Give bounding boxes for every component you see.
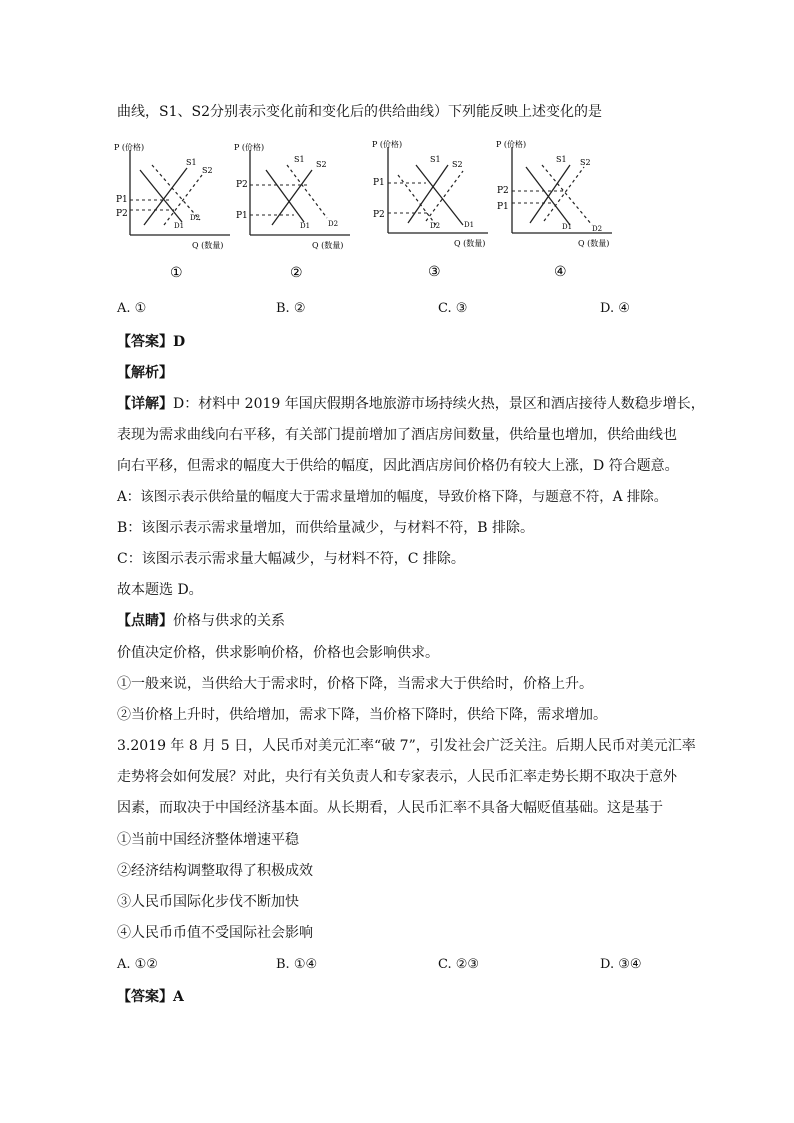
p2-label: P2: [373, 210, 385, 220]
p2-label: P2: [116, 209, 128, 219]
q3-answer-label: 【答案】A: [117, 989, 184, 1005]
p2-label: P2: [236, 180, 248, 190]
d1-label: D1: [174, 222, 185, 230]
option-a[interactable]: A. ①: [117, 301, 147, 316]
detail-tag: 【详解】: [117, 396, 173, 412]
s2-label: S2: [580, 158, 591, 167]
s1-label: S1: [430, 155, 441, 164]
d2-label: D2: [328, 220, 339, 228]
s1-label: S1: [186, 158, 197, 167]
y-axis-label: P (价格): [114, 143, 145, 152]
p1-label: P1: [373, 178, 385, 188]
x-axis-label: Q (数量): [454, 239, 486, 248]
detail-text: D：材料中 2019 年国庆假期各地旅游市场持续火热，景区和酒店接待人数稳步增长，: [173, 396, 705, 412]
option-b[interactable]: B. ②: [276, 301, 306, 316]
y-axis-label: P (价格): [372, 140, 403, 149]
s2-label: S2: [316, 160, 327, 169]
y-axis-label: P (价格): [234, 143, 265, 152]
graph-3-svg: [368, 135, 498, 285]
option-d[interactable]: D. ④: [600, 301, 630, 316]
supply-demand-figure-3: [368, 135, 498, 285]
x-axis-label: Q (数量): [192, 241, 224, 250]
tip-tag: 【点睛】: [117, 613, 173, 629]
d1-label: D1: [464, 221, 475, 229]
d2-label: D2: [592, 225, 603, 233]
q3-option-c[interactable]: C. ②③: [438, 957, 480, 972]
option-c[interactable]: C. ③: [438, 301, 468, 316]
p1-label: P1: [116, 195, 128, 205]
y-axis-label: P (价格): [496, 140, 527, 149]
supply-demand-figure-1: [112, 140, 242, 285]
conclusion: 故本题选 D。: [117, 582, 203, 598]
d1-label: D1: [300, 222, 311, 230]
answer-label: 【答案】D: [117, 334, 186, 350]
q3-item-4: ④人民币币值不受国际社会影响: [117, 925, 313, 941]
q3-option-b[interactable]: B. ①④: [276, 957, 318, 972]
option-c-analysis: C：该图示表示需求量大幅减少，与材料不符，C 排除。: [117, 551, 465, 567]
supply-demand-figure-2: [232, 140, 362, 285]
q3-option-d[interactable]: D. ③④: [600, 957, 642, 972]
s1-label: S1: [556, 155, 567, 164]
option-a-analysis: A：该图示表示供给量的幅度大于需求量增加的幅度，导致价格下降，与题意不符，A 排除。: [117, 489, 668, 505]
graph-4-svg: [492, 135, 622, 285]
q3-stem-line-3: 因素，而取决于中国经济基本面。从长期看，人民币汇率不具备大幅贬值基础。这是基于: [117, 800, 663, 816]
q3-stem-line-1: 3.2019 年 8 月 5 日，人民币对美元汇率“破 7”，引发社会广泛关注。后期人民币对美元汇率: [117, 738, 696, 754]
analysis-label: 【解析】: [117, 365, 173, 381]
detail-line-1: [117, 394, 705, 414]
d2-label: D2: [430, 222, 441, 230]
s1-label: S1: [294, 155, 305, 164]
detail-line-3: 向右平移，但需求的幅度大于供给的幅度，因此酒店房间价格仍有较大上涨，D 符合题意。: [117, 458, 679, 474]
d2-label: D2: [190, 214, 201, 222]
q3-item-2: ②经济结构调整取得了积极成效: [117, 863, 313, 879]
question-stem: 曲线，S1、S2分别表示变化前和变化后的供给曲线）下列能反映上述变化的是: [117, 104, 602, 120]
s2-label: S2: [452, 160, 463, 169]
tip-line: [117, 611, 285, 631]
x-axis-label: Q (数量): [578, 239, 610, 248]
q3-item-3: ③人民币国际化步伐不断加快: [117, 894, 299, 910]
figure-number: ①: [170, 265, 183, 281]
tip-line-3: ②当价格上升时，供给增加，需求下降，当价格下降时，供给下降，需求增加。: [117, 707, 607, 723]
q3-option-a[interactable]: A. ①②: [117, 957, 158, 972]
p1-label: P1: [236, 211, 248, 221]
graph-1-svg: [112, 140, 242, 285]
supply-demand-figure-4: [492, 135, 622, 285]
tip-line-1: 价值决定价格，供求影响价格，价格也会影响供求。: [117, 645, 439, 661]
x-axis-label: Q (数量): [312, 241, 344, 250]
s2-label: S2: [202, 166, 213, 175]
p2-label: P2: [497, 186, 509, 196]
figure-number: ②: [290, 265, 303, 281]
graph-2-svg: [232, 140, 362, 285]
figure-number: ③: [428, 264, 441, 280]
figure-number: ④: [554, 264, 567, 280]
q3-item-1: ①当前中国经济整体增速平稳: [117, 832, 299, 848]
tip-line-2: ①一般来说，当供给大于需求时，价格下降，当需求大于供给时，价格上升。: [117, 676, 593, 692]
d1-label: D1: [562, 223, 573, 231]
p1-label: P1: [497, 202, 509, 212]
tip-title: 价格与供求的关系: [173, 613, 285, 629]
option-b-analysis: B：该图示表示需求量增加，而供给量减少，与材料不符，B 排除。: [117, 520, 535, 536]
detail-line-2: 表现为需求曲线向右平移，有关部门提前增加了酒店房间数量，供给量也增加，供给曲线也: [117, 427, 677, 443]
q3-stem-line-2: 走势将会如何发展？对此，央行有关负责人和专家表示，人民币汇率走势长期不取决于意外: [117, 769, 677, 785]
